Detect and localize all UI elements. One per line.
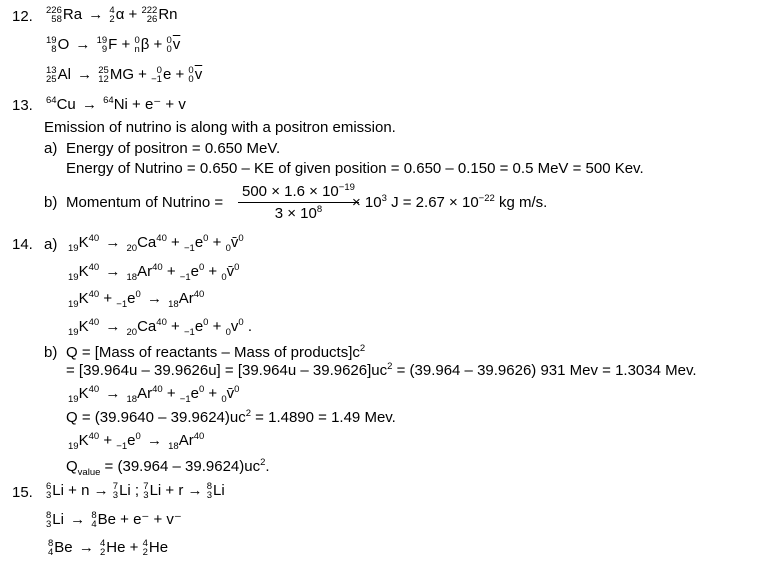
question-number-15: 15. xyxy=(12,484,33,501)
q13-a-line-1: Energy of positron = 0.650 MeV. xyxy=(66,140,281,157)
q13-b-result: × $10^3$ $J = 2.67 \times 10^{-22}$ kg m/s. xyxy=(352,193,548,211)
q13-equation: $^{64}$Cu → $^{64}$Ni + e⁻ + v xyxy=(46,95,186,113)
q14-a-equation-3: $_{19}K^{40} + _{-1}e^0 \to _{18}Ar^{40}$ xyxy=(68,289,205,310)
question-number-13: 13. xyxy=(12,97,33,114)
q15-equation-1: 6 3 Li + n → 7 3 Li ; 7 3 Li + r → 8 3 Li xyxy=(46,481,225,502)
q13-b-label: b) xyxy=(44,194,58,211)
q14-b-equation: $_{19}K^{40} \to _{18}Ar^{40} + _{-1}e^0$ + $_0$v̄$^0$ xyxy=(68,384,240,405)
q14-b-q-value: $Q_{value} = (39.964 - 39.9624)uc^2$. xyxy=(66,457,270,478)
q14-b-line-2: = $[39.964u - 39.9626u] = [39.964u - 39.9626]uc^2 = (39.964 - 39.9626)$ 931 Mev = 1.3034 Mev. xyxy=(66,361,697,379)
q13-statement: Emission of nutrino is along with a positron emission. xyxy=(44,119,396,136)
q14-b-label: b) xyxy=(44,344,58,361)
question-number-12: 12. xyxy=(12,8,33,25)
q14-a-equation-2: $_{19}K^{40} \to _{18}Ar^{40} + _{-1}e^0$ + $_0$v̄$^0$ xyxy=(68,262,240,283)
q14-a-equation-1: $_{19}K^{40} \to _{20}Ca^{40} + _{-1}e^0$ + $_0$v̄$^0$ xyxy=(68,233,244,254)
q12-equation-3: 13 25 Al → 25 12 MG + 0 −1 e + 0 0 $\overline{v}$ xyxy=(46,65,203,86)
fraction-denominator: $3 \times 10^8$ xyxy=(274,204,323,222)
q14-b-line-1: Q = [Mass of reactants – Mass of $products]c^2$ xyxy=(66,343,366,361)
q12-equation-2: 19 8 O → 19 9 F + 0 n β + 0 0 $\overline{v}$ xyxy=(46,35,181,56)
q14-b-equation-2: $_{19}K^{40} + _{-1}e^0 \to _{18}Ar^{40}$ xyxy=(68,431,205,452)
q13-a-label: a) xyxy=(44,140,58,157)
q15-equation-3: 8 4 Be → 4 2 He + 4 2 He xyxy=(48,538,169,559)
q12-equation-1: 226 58 Ra → 4 2 α + 222 26 Rn xyxy=(46,5,178,26)
q14-a-equation-4: $_{19}K^{40} \to _{20}Ca^{40} + _{-1}e^0 + _0v^0$ . xyxy=(68,317,252,338)
fraction-numerator: $500 \times 1.6 \times 10^{-19}$ xyxy=(238,183,359,203)
q14-a-label: a) xyxy=(44,236,58,253)
q13-b-prefix: Momentum of Nutrino = xyxy=(66,194,224,211)
question-number-14: 14. xyxy=(12,236,33,253)
q14-b-line-4: $Q = (39.9640 - 39.9624)uc^2 = 1.4890 = 1.49$ Mev. xyxy=(66,408,396,426)
q15-equation-2: 8 3 Li → 8 4 Be + e⁻ + v⁻ xyxy=(46,510,182,531)
q13-b-fraction xyxy=(236,183,361,222)
q13-a-line-2: Energy of Nutrino = 0.650 – KE of given position = 0.650 – 0.150 = 0.5 MeV = 500 Kev. xyxy=(66,160,644,177)
